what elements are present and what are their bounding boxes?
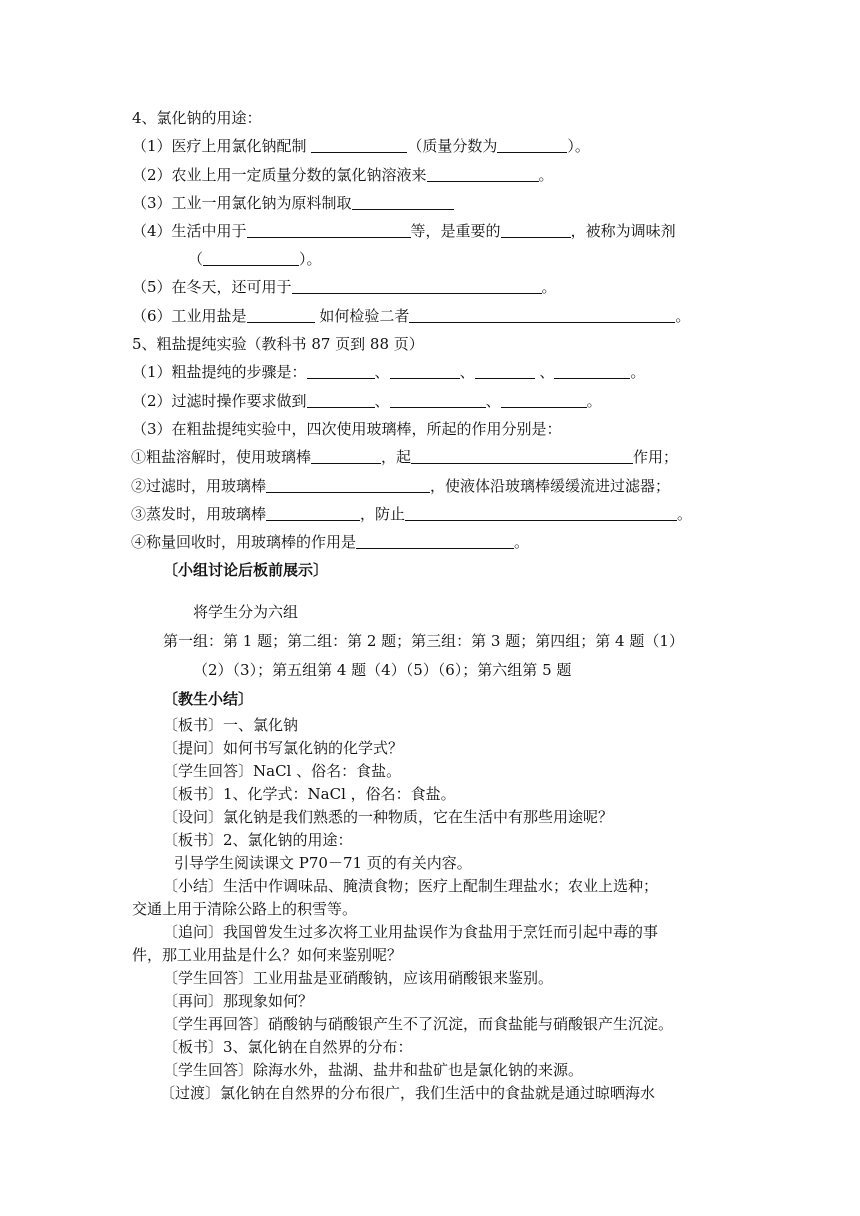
summary-line: 〔板书〕一、氯化钠: [163, 716, 299, 734]
summary-line: 〔提问〕如何书写氯化钠的化学式？: [163, 739, 404, 757]
answer-blank[interactable]: [554, 362, 630, 379]
answer-blank[interactable]: [307, 362, 375, 379]
s4-item-2-end: 。: [538, 166, 554, 184]
s4-item-4-paren-open: （: [188, 250, 204, 268]
s5-circle-4-text: ④称量回收时，用玻璃棒的作用是: [131, 533, 357, 551]
answer-blank[interactable]: [497, 136, 567, 153]
s5-circle-2-text: ②过滤时，用玻璃棒: [131, 477, 267, 495]
answer-blank[interactable]: [311, 447, 381, 464]
s5-item-3: （3）在粗盐提纯实验中，四次使用玻璃棒，所起的作用分别是：: [132, 420, 562, 438]
s4-item-6-text: （6）工业用盐是: [132, 307, 247, 325]
summary-line: 〔再问〕那现象如何？: [163, 992, 314, 1010]
s5-item-1: [132, 361, 645, 383]
answer-blank[interactable]: [266, 476, 430, 493]
separator: 、: [374, 363, 390, 381]
s5-item-1-text: （1）粗盐提纯的步骤是：: [132, 363, 307, 381]
answer-blank[interactable]: [247, 221, 411, 238]
summary-line: 〔学生回答〕NaCl 、俗名：食盐。: [163, 762, 402, 780]
s4-item-2: [132, 164, 554, 186]
s5-circle-1-end: 作用；: [633, 448, 679, 466]
summary-line: 引导学生阅读课文 P70－71 页的有关内容。: [174, 854, 472, 872]
answer-blank[interactable]: [409, 306, 675, 323]
end-mark: 。: [586, 392, 602, 410]
s4-item-1: [132, 135, 590, 157]
s4-item-6: [132, 305, 690, 327]
answer-blank[interactable]: [390, 362, 460, 379]
separator: 、: [534, 363, 555, 381]
end-mark: 。: [630, 363, 646, 381]
summary-followup-line-1: 〔追问〕我国曾发生过多次将工业用盐误作为食盐用于烹饪而引起中毒的事: [163, 923, 659, 941]
s4-item-1-text: （1）医疗上用氯化钠配制: [132, 137, 312, 155]
s4-item-2-text: （2）农业上用一定质量分数的氯化钠溶液来: [132, 166, 427, 184]
s4-item-3-text: （3）工业一用氯化钠为原料制取: [132, 194, 352, 212]
group-line-2: 第一组：第 1 题；第二组：第 2 题；第三组：第 3 题；第四组；第 4 题（1）: [163, 632, 684, 650]
answer-blank[interactable]: [501, 221, 571, 238]
answer-blank[interactable]: [427, 165, 539, 182]
section-5-heading: 5、粗盐提纯实验（教科书 87 页到 88 页）: [132, 335, 424, 353]
summary-line: 〔学生再回答〕硝酸钠与硝酸银产生不了沉淀，而食盐能与硝酸银产生沉淀。: [163, 1015, 674, 1033]
summary-line: 〔学生回答〕工业用盐是亚硝酸钠，应该用硝酸银来鉴别。: [163, 969, 554, 987]
s4-item-4-text-b: 等，是重要的: [410, 222, 501, 240]
summary-followup-line-2: 件，那工业用盐是什么？如何来鉴别呢？: [132, 946, 403, 964]
s4-item-4-paren-close: ）。: [299, 250, 322, 268]
s4-item-3: [132, 192, 454, 214]
separator: 、: [459, 363, 475, 381]
s4-item-4-text: （4）生活中用于: [132, 222, 247, 240]
s5-circle-4: [131, 531, 529, 553]
s5-circle-3: [131, 503, 692, 525]
s5-circle-2-text-b: ，使液体沿玻璃棒缓缓流进过滤器；: [430, 477, 671, 495]
summary-recap-text: 〔小结〕生活中作调味品、腌渍食物；医疗上配制生理盐水；农业上选种；: [163, 877, 659, 895]
answer-blank[interactable]: [390, 391, 486, 408]
s4-item-4-cont: [188, 248, 322, 270]
answer-blank[interactable]: [501, 391, 587, 408]
summary-line: 〔板书〕3、氯化钠在自然界的分布：: [163, 1038, 413, 1056]
answer-blank[interactable]: [352, 193, 454, 210]
group-title: 〔小组讨论后板前展示〕: [163, 561, 329, 579]
summary-recap-line-2: 交通上用于清除公路上的积雪等。: [132, 900, 358, 918]
answer-blank[interactable]: [292, 277, 542, 294]
s5-circle-2: [131, 475, 670, 497]
s4-item-6-end: 。: [675, 307, 691, 325]
answer-blank[interactable]: [475, 362, 535, 379]
answer-blank[interactable]: [411, 447, 633, 464]
s5-item-2-text: （2）过滤时操作要求做到: [132, 392, 307, 410]
s5-circle-1: [131, 446, 678, 468]
s5-item-2: [132, 390, 602, 412]
answer-blank[interactable]: [203, 249, 299, 266]
s4-item-5-text: （5）在冬天，还可用于: [132, 278, 292, 296]
s4-item-6-text-b: 如何检验二者: [314, 307, 410, 325]
group-line-3: （2）（3）；第五组第 4 题（4）（5）（6）；第六组第 5 题: [193, 661, 572, 679]
section-4-heading: 4、氯化钠的用途：: [132, 109, 262, 127]
summary-line: 〔板书〕2、氯化钠的用途：: [163, 831, 353, 849]
answer-blank[interactable]: [266, 504, 360, 521]
answer-blank[interactable]: [405, 504, 677, 521]
summary-transition-line: 〔过渡〕氯化钠在自然界的分布很广，我们生活中的食盐就是通过晾晒海水: [160, 1084, 656, 1102]
separator: 、: [485, 392, 501, 410]
group-line-1: 将学生分为六组: [193, 603, 299, 621]
s5-circle-4-end: 。: [514, 533, 530, 551]
s5-circle-3-text-b: ，防止: [360, 505, 406, 523]
summary-line: 〔学生回答〕除海水外，盐湖、盐井和盐矿也是氯化钠的来源。: [163, 1061, 584, 1079]
s4-item-1-text-c: ）。: [567, 137, 590, 155]
s4-item-4: [132, 220, 676, 242]
summary-line: 〔板书〕1、化学式：NaCl ，俗名：食盐。: [163, 785, 456, 803]
s4-item-5: [132, 276, 557, 298]
answer-blank[interactable]: [311, 136, 407, 153]
s4-item-4-text-c: ，被称为调味剂: [570, 222, 676, 240]
s4-item-1-text-b: （质量分数为: [407, 137, 498, 155]
summary-line: 〔设问〕氯化钠是我们熟悉的一种物质，它在生活中有那些用途呢？: [163, 808, 614, 826]
answer-blank[interactable]: [247, 306, 315, 323]
separator: 、: [374, 392, 390, 410]
summary-title: 〔教生小结〕: [163, 690, 254, 708]
s5-circle-1-text: ①粗盐溶解时，使用玻璃棒: [131, 448, 312, 466]
s4-item-5-end: 。: [541, 278, 557, 296]
answer-blank[interactable]: [307, 391, 375, 408]
answer-blank[interactable]: [356, 532, 514, 549]
s5-circle-1-text-b: ，起: [381, 448, 412, 466]
summary-recap-line-1: [132, 875, 730, 897]
s5-circle-3-end: 。: [677, 505, 693, 523]
s5-circle-3-text: ③蒸发时，用玻璃棒: [131, 505, 267, 523]
